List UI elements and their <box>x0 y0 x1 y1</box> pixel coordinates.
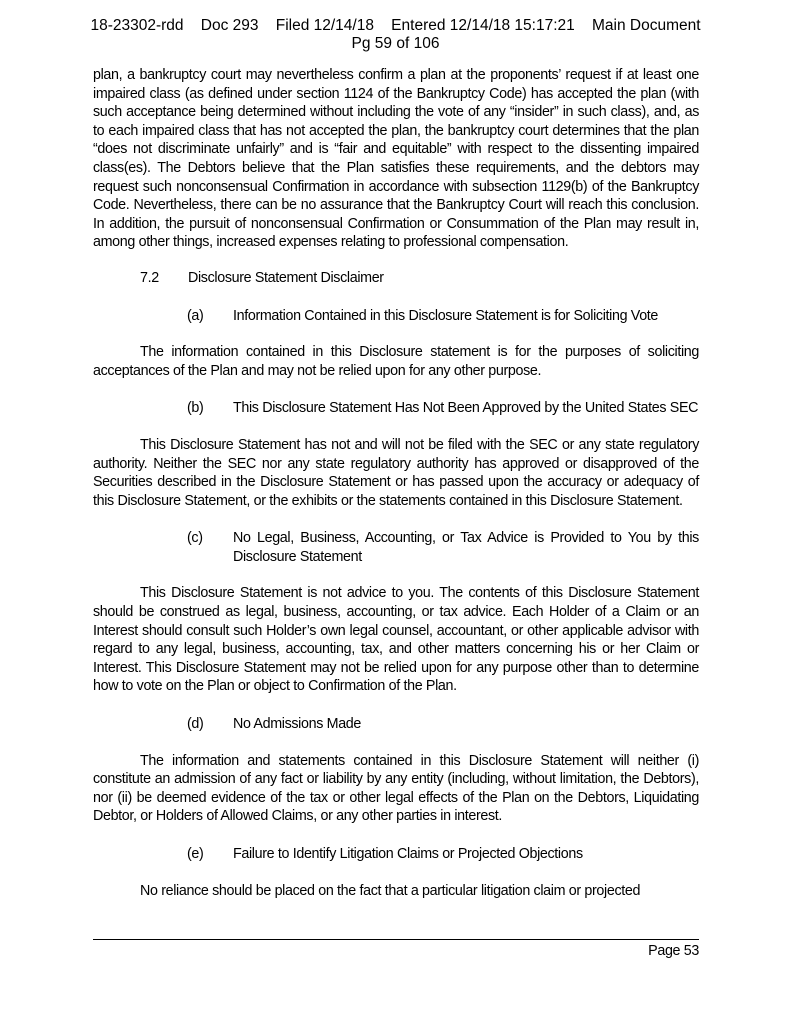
paragraph-b: This Disclosure Statement has not and will not be filed with the SEC or any state regulatory authority. Neither the SEC nor any state regulatory authority has approved or disapproved of the Securities described in the Disclosure Statement or has passed upon the accuracy or adequacy of this Disclosure Statement, or the exhibits or the statements contained in this Disclosure Statement. <box>93 436 699 509</box>
subheading-e <box>187 845 699 864</box>
section-title: Disclosure Statement Disclaimer <box>188 269 384 286</box>
subheading-b-title: This Disclosure Statement Has Not Been Approved by the United States SEC <box>233 400 699 417</box>
filing-header-line1: 18-23302-rdd Doc 293 Filed 12/14/18 Entered 12/14/18 15:17:21 Main Document <box>90 17 701 34</box>
page-number: Page 53 <box>648 943 699 959</box>
subheading-a-title: Information Contained in this Disclosure Statement is for Soliciting Vote <box>233 307 659 324</box>
subheading-e-label: (e) <box>187 846 204 862</box>
subheading-a-label: (a) <box>187 307 204 324</box>
filing-header-line2: Pg 59 of 106 <box>351 35 440 52</box>
footer-divider <box>93 939 699 940</box>
subheading-c-title: No Legal, Business, Accounting, or Tax Advice is Provided to You by this Disclosure Statement <box>233 530 699 565</box>
paragraph-e: No reliance should be placed on the fact that a particular litigation claim or projected <box>140 882 641 899</box>
subheading-e-title: Failure to Identify Litigation Claims or Projected Objections <box>233 846 583 862</box>
subheading-b <box>187 399 699 418</box>
subheading-d <box>187 715 699 734</box>
paragraph-d: The information and statements contained in this Disclosure Statement will neither (i) constitute an admission of any fact or liability by any entity (including, without limitation, the Debtors), nor (ii) be deemed evidence of the tax or other legal effects of the Plan on the Debtors, Liquidating Debtor, or Holders of Allowed Claims, or any other parties in interest. <box>93 752 699 825</box>
intro-paragraph: plan, a bankruptcy court may nevertheless confirm a plan at the proponents’ request if at least one impaired class (as defined under section 1124 of the Bankruptcy Code) has accepted the plan (with such acceptance being determined without including the vote of any “insider” in such class), and, as to each impaired class that has not accepted the plan, the bankruptcy court determines that the plan “does not discriminate unfairly” and is “fair and equitable” with respect to the dissenting impaired class(es). The Debtors believe that the Plan satisfies these requirements, and the debtors may request such nonconsensual Confirmation in accordance with subsection 1129(b) of the Bankruptcy Code. Nevertheless, there can be no assurance that the Bankruptcy Court will reach this conclusion. In addition, the pursuit of nonconsensual Confirmation or Consummation of the Plan may result in, among other things, increased expenses relating to professional compensation. <box>93 67 699 251</box>
subheading-c <box>187 529 699 566</box>
subheading-b-label: (b) <box>187 400 204 417</box>
subheading-a <box>187 307 699 326</box>
filing-header <box>0 17 791 53</box>
paragraph-a: The information contained in this Disclosure statement is for the purposes of soliciting acceptances of the Plan and may not be relied upon for any other purpose. <box>93 344 699 379</box>
document-body <box>93 66 699 900</box>
section-heading <box>140 269 699 288</box>
subheading-d-title: No Admissions Made <box>233 716 361 733</box>
paragraph-c: This Disclosure Statement is not advice to you. The contents of this Disclosure Statement should be construed as legal, business, accounting, or tax advice. Each Holder of a Claim or an Interest should consult such Holder’s own legal counsel, accountant, or other applicable advisor with regard to any legal, business, accounting, tax, and other matters concerning his or her Claim or Interest. This Disclosure Statement may not be relied upon for any purpose other than to determine how to vote on the Plan or object to Confirmation of the Plan. <box>93 585 699 695</box>
subheading-d-label: (d) <box>187 716 204 733</box>
subheading-c-label: (c) <box>187 530 203 547</box>
section-number: 7.2 <box>140 269 159 286</box>
